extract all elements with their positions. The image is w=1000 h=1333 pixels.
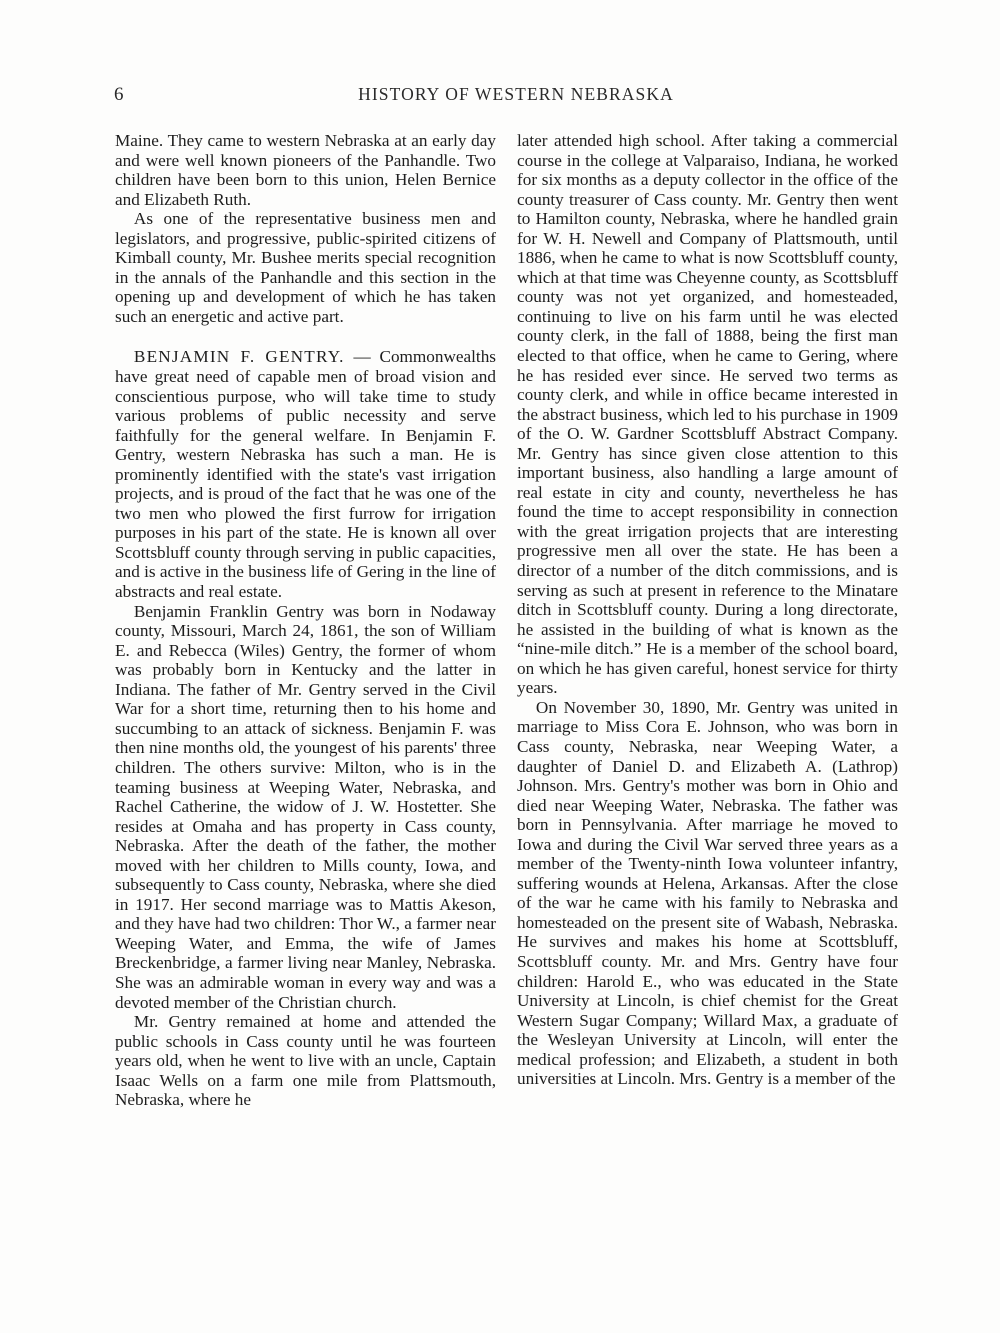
paragraph: As one of the representative business men and legislators, and progressive, public-spirited citizens of Kimball county, Mr. Bushee merits special recognition in the annals of the Panhandle and this section in the opening up and development of which he has taken such an energetic and active part. bbox=[115, 209, 496, 326]
paragraph: Mr. Gentry remained at home and attended the public schools in Cass county until he was fourteen years old, when he went to live with an uncle, Captain Isaac Wells on a farm one mile from Plattsmouth, Nebraska, where he bbox=[115, 1012, 496, 1110]
paragraph: Benjamin Franklin Gentry was born in Nodaway county, Missouri, March 24, 1861, the son of William E. and Rebecca (Wiles) Gentry, the former of whom was probably born in Kentucky and the latter in Indiana. The father of Mr. Gentry served in the Civil War for a short time, returning then to his home and succumbing to an attack of sickness. Benjamin F. was then nine months old, the youngest of his parents' three children. The others survive: Milton, who is in the teaming business at Weeping Water, Nebraska, and Rachel Catherine, the widow of J. W. Hostetter. She resides at Omaha and has property in Cass county, Nebraska. After the death of the father, the mother moved with her children to Mills county, Iowa, and subsequently to Cass county, Nebraska, where she died in 1917. Her second marriage was to Mattis Akeson, and they have had two children: Thor W., a farmer near Weeping Water, and Emma, the wife of James Breckenbridge, a farmer living near Manley, Nebraska. She was an admirable woman in every way and was a devoted member of the Christian church. bbox=[115, 601, 496, 1012]
left-column bbox=[115, 131, 496, 1110]
paragraph: Maine. They came to western Nebraska at an early day and were well known pioneers of the Panhandle. Two children have been born to this union, Helen Bernice and Elizabeth Ruth. bbox=[115, 131, 496, 209]
paragraph: later attended high school. After taking a commercial course in the college at Valparaiso, Indiana, he worked for six months as a deputy collector in the office of the county treasurer of Cass county. Mr. Gentry then went to Hamilton county, Nebraska, where he handled grain for W. H. Newell and Company of Plattsmouth, until 1886, when he came to what is now Scottsbluff county, which at that time was Cheyenne county, as Scottsbluff county was not yet organized, and homesteaded, continuing to live on his farm until he was elected county clerk, in the fall of 1888, being the first man elected to that office, when he came to Gering, where he has resided ever since. He served two terms as county clerk, and while in office became interested in the abstract business, which led to his purchase in 1909 of the O. W. Gardner Scottsbluff Abstract Company. Mr. Gentry has since given close attention to this important business, also handling a large amount of real estate in city and county, nevertheless he has found the time to accept responsibility in connection with the great irrigation projects that are interesting progressive men all over the state. He has been a director of a number of the ditch commissions, and is serving as such at present in reference to the Minatare ditch in Scottsbluff county. During a long directorate, he assisted in the building of what is known as the “nine-mile ditch.” He is a member of the school board, on which he has given careful, honest service for thirty years. bbox=[517, 131, 898, 698]
biography-intro-paragraph bbox=[115, 347, 496, 601]
running-title: HISTORY OF WESTERN NEBRASKA bbox=[358, 84, 674, 104]
biography-heading: BENJAMIN F. GENTRY. bbox=[133, 347, 345, 367]
page-number: 6 bbox=[114, 84, 124, 105]
paragraph-text: — Commonwealths have great need of capable men of broad vision and conscientious purpose, who will take time to study various problems of public necessity and serve faithfully for the general welfare. In Benjamin F. Gentry, western Nebraska has such a man. He is prominently identified with the state's vast irrigation projects, and is proud of the fact that he was one of the two men who plowed the first furrow for irrigation purposes in his part of the state. He is known all over Scottsbluff county through serving in public capacities, and is active in the business life of Gering in the line of abstracts and real estate. bbox=[115, 347, 496, 602]
page-header bbox=[114, 84, 898, 108]
right-column bbox=[517, 131, 898, 1089]
paragraph: On November 30, 1890, Mr. Gentry was united in marriage to Miss Cora E. Johnson, who was born in Cass county, Nebraska, near Weeping Water, a daughter of Daniel D. and Elizabeth A. (Lathrop) Johnson. Mrs. Gentry's mother was born in Ohio and died near Weeping Water, Nebraska. The father was born in Pennsylvania. After marriage he moved to Iowa and during the Civil War served three years as a member of the Twenty-ninth Iowa volunteer infantry, suffering wounds at Helena, Arkansas. After the close of the war he came with his family to Nebraska and homesteaded on the present site of Wabash, Nebraska. He survives and makes his home at Scottsbluff, Scottsbluff county. Mr. and Mrs. Gentry have four children: Harold E., who was educated in the State University at Lincoln, is chief chemist for the Great Western Sugar Company; Willard Max, a graduate of the Wesleyan University at Lincoln, will enter the medical profession; and Elizabeth, a student in both universities at Lincoln. Mrs. Gentry is a member of the bbox=[517, 697, 898, 1089]
